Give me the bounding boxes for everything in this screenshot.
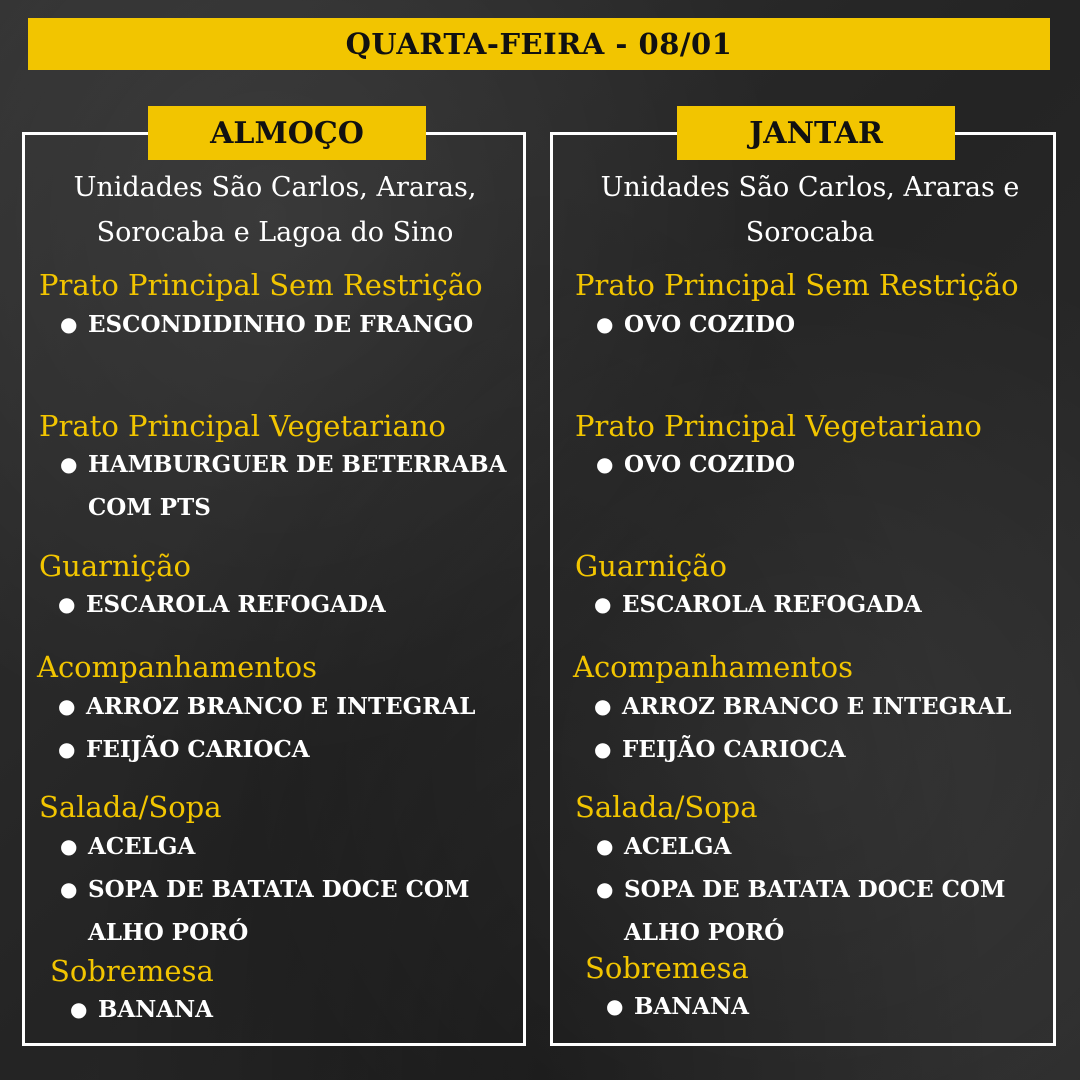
almoco-vegetariano-title: Prato Principal Vegetariano [39,409,446,443]
almoco-acompanhamentos-item: ● ARROZ BRANCO E INTEGRAL [58,685,475,728]
almoco-salada-title: Salada/Sopa [39,790,222,824]
jantar-salada-item-cont: ALHO PORÓ [624,919,785,946]
bullet-icon: ● [596,312,614,336]
date-title: QUARTA-FEIRA - 08/01 [345,27,733,61]
jantar-salada-item: ● SOPA DE BATATA DOCE COM [596,868,1005,911]
almoco-vegetariano-item: ● HAMBURGUER DE BETERRABA [60,443,506,486]
bullet-icon: ● [58,592,76,616]
jantar-salada-title: Salada/Sopa [575,790,758,824]
jantar-guarnicao-item: ● ESCAROLA REFOGADA [594,583,922,626]
almoco-salada-item-cont: ALHO PORÓ [88,919,249,946]
jantar-acompanhamentos-title: Acompanhamentos [573,650,853,684]
bullet-icon: ● [596,877,614,901]
bullet-icon: ● [70,997,88,1021]
almoco-salada-item: ● ACELGA [60,825,195,868]
almoco-principal-item: ● ESCONDIDINHO DE FRANGO [60,303,473,346]
almoco-acompanhamentos-title: Acompanhamentos [37,650,317,684]
bullet-icon: ● [596,834,614,858]
jantar-acompanhamentos-item: ● FEIJÃO CARIOCA [594,728,846,771]
jantar-tab-label: JANTAR [749,115,883,151]
almoco-units-line2: Sorocaba e Lagoa do Sino [96,217,454,248]
almoco-acompanhamentos-item: ● FEIJÃO CARIOCA [58,728,310,771]
bullet-icon: ● [596,452,614,476]
almoco-tab-label: ALMOÇO [210,115,364,151]
almoco-vegetariano-item-cont: COM PTS [88,494,211,521]
jantar-principal-item: ● OVO COZIDO [596,303,795,346]
almoco-principal-title: Prato Principal Sem Restrição [39,268,483,302]
jantar-vegetariano-item: ● OVO COZIDO [596,443,795,486]
jantar-salada-item: ● ACELGA [596,825,731,868]
jantar-sobremesa-item: ● BANANA [606,985,749,1028]
jantar-principal-title: Prato Principal Sem Restrição [575,268,1019,302]
bullet-icon: ● [60,312,78,336]
date-banner [28,18,1050,70]
bullet-icon: ● [60,877,78,901]
jantar-vegetariano-title: Prato Principal Vegetariano [575,409,982,443]
bullet-icon: ● [594,694,612,718]
jantar-tab [677,106,955,160]
almoco-units [40,165,510,255]
almoco-sobremesa-title: Sobremesa [50,954,214,988]
jantar-acompanhamentos-item: ● ARROZ BRANCO E INTEGRAL [594,685,1011,728]
almoco-units-line1: Unidades São Carlos, Araras, [73,172,477,203]
jantar-units-line1: Unidades São Carlos, Araras e [600,172,1020,203]
jantar-units [566,165,1054,255]
almoco-salada-item: ● SOPA DE BATATA DOCE COM [60,868,469,911]
almoco-sobremesa-item: ● BANANA [70,988,213,1031]
bullet-icon: ● [606,994,624,1018]
jantar-sobremesa-title: Sobremesa [585,951,749,985]
almoco-tab [148,106,426,160]
bullet-icon: ● [594,737,612,761]
bullet-icon: ● [60,452,78,476]
bullet-icon: ● [60,834,78,858]
bullet-icon: ● [58,737,76,761]
almoco-guarnicao-item: ● ESCAROLA REFOGADA [58,583,386,626]
jantar-guarnicao-title: Guarnição [575,549,727,583]
almoco-guarnicao-title: Guarnição [39,549,191,583]
bullet-icon: ● [58,694,76,718]
bullet-icon: ● [594,592,612,616]
jantar-units-line2: Sorocaba [745,217,875,248]
